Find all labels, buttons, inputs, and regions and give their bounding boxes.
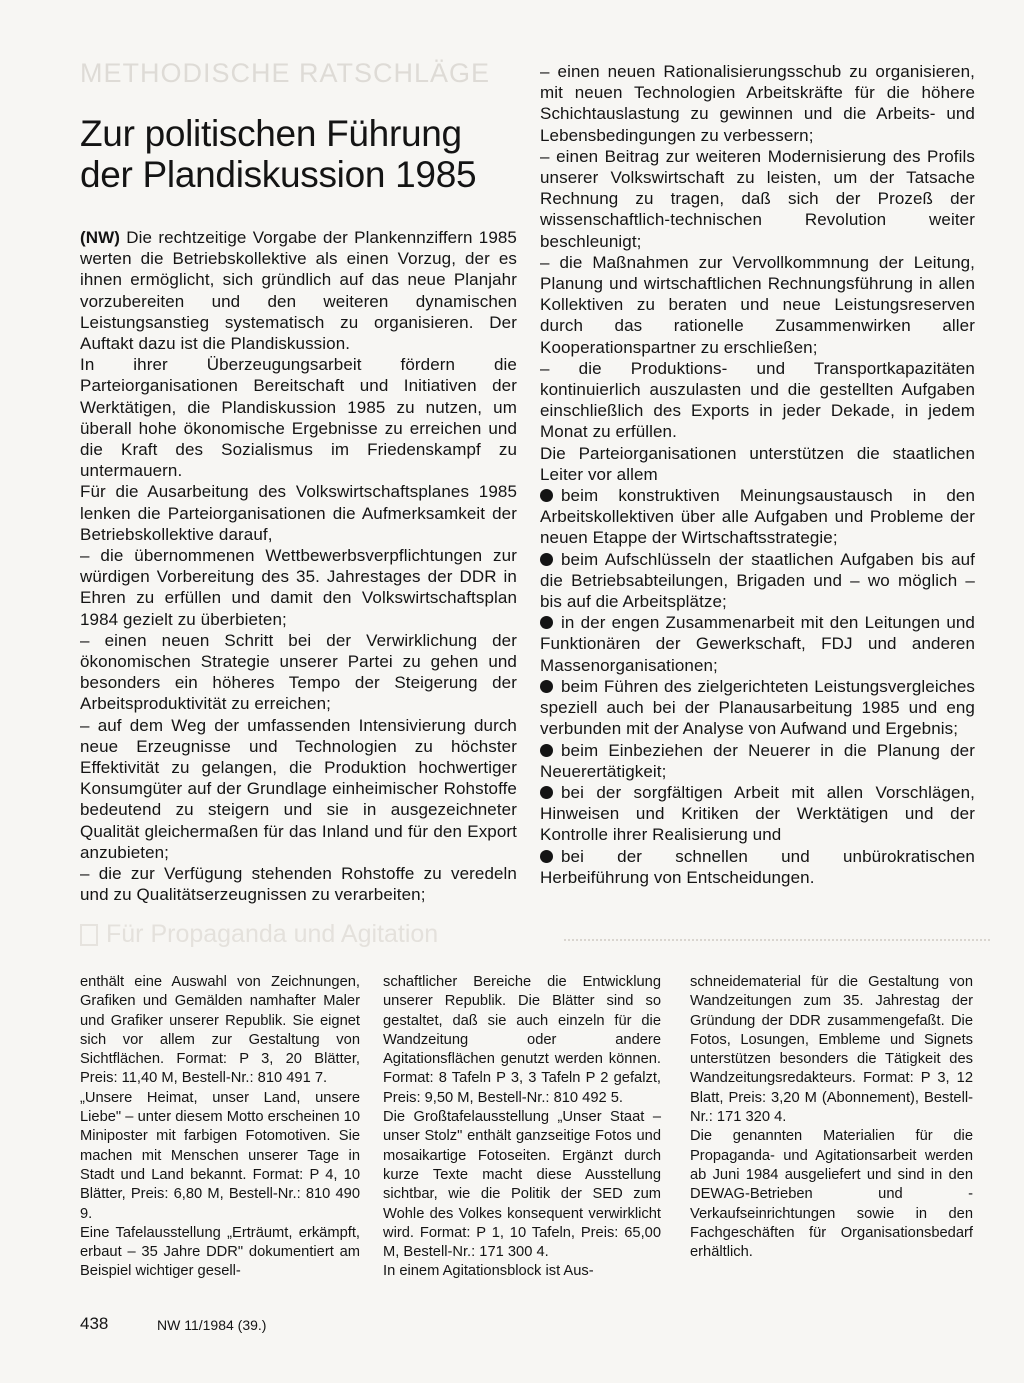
dash-item: – die Maßnahmen zur Vervollkommnung der Leitung, Planung und wirtschaftlichen Rechnungsführung in allen Kollektiven zu beraten und neue Leistungsreserven durch das rationelle Zusammenwirken aller Kooperationspartner zu erschließen; [540,252,975,358]
section-banner [80,920,990,950]
materials-paragraph: Die Großtafelausstellung „Unser Staat – unser Stolz" enthält ganzseitige Fotos und mosaikartige Fotoseiten. Ergänzt durch kurze Texte macht diese Ausstellung sichtbar, wie die Politik der SED zum Wohle des Volkes konsequent verwirklicht wird. Format: P 1, 10 Tafeln, Preis: 65,00 M, Bestell-Nr.: 171 300 4. [383,1109,661,1261]
bullet-dot-icon [540,850,553,863]
materials-paragraph: schaftlicher Bereiche die Entwicklung unserer Republik. Die Blätter sind so gestaltet, daß sie auch einzeln für die Wandzeitung oder andere Agitationsflächen genutzt werden können. Format: 8 Tafeln P 3, 3 Tafeln P 2 gefalzt, Preis: 9,50 M, Bestell-Nr.: 810 492 5. [383,974,661,1106]
bullet-dot-icon [540,616,553,629]
intro-text: Die rechtzeitige Vorgabe der Plankennziffern 1985 werten die Betriebskollektive als einen Vorzug, der es ihnen ermöglicht, sich gründlich auf das neue Planjahr vorzubereiten und den weiteren dynamischen Leistungsanstieg systematisch zu organisieren. Der Auftakt dazu ist die Plandiskussion. [80,228,517,354]
bullet-item [540,782,975,846]
bullet-item [540,549,975,613]
dash-item: – die übernommenen Wettbewerbsverpflichtungen zur würdigen Vorbereitung des 35. Jahrestages der DDR in Ehren zu erfüllen und damit den Volkswirtschaftsplan 1984 gezielt zu überbieten; [80,545,517,630]
source-tag: (NW) [80,228,121,247]
document-icon [80,924,98,946]
dash-item: – auf dem Weg der umfassenden Intensivierung durch neue Erzeugnisse und Technologien zu höchster Effektivität zu gelangen, die Produktion hochwertiger Konsumgüter auf der Grundlage einheimischer Rohstoffe bedeutend zu steigern und sie in ausgezeichneter Qualität gleichermaßen für das Inland und für den Export anzubieten; [80,715,517,863]
bullet-item [540,846,975,888]
bullet-dot-icon [540,553,553,566]
materials-column-1 [80,973,360,1282]
banner-title: Für Propaganda und Agitation [106,920,439,948]
section-kicker: METHODISCHE RATSCHLÄGE [80,58,491,88]
materials-paragraph: In einem Agitationsblock ist Aus- [383,1263,594,1280]
bullet-item [540,740,975,782]
bullet-text: bei der sorgfältigen Arbeit mit allen Vorschlägen, Hinweisen und Kritiken der Werktätigen und der Kontrolle ihrer Realisierung und [540,782,975,845]
materials-paragraph: Eine Tafelausstellung „Erträumt, erkämpft, erbaut – 35 Jahre DDR" dokumentiert am Beispiel wichtiger gesell- [80,1224,360,1280]
article-headline [80,113,520,195]
bullet-dot-icon [540,786,553,799]
materials-column-2 [383,973,661,1282]
headline-line-1: Zur politischen Führung [80,113,462,154]
body-paragraph: In ihrer Überzeugungsarbeit fördern die Parteiorganisationen Bereitschaft und Initiativen der Werktätigen, die Plandiskussion 1985 zu nutzen, um überall hohe ökonomische Ergebnisse zu erreichen und die Kraft des Sozialismus im Friedenskampf zu untermauern. [80,355,517,481]
article-column-right [540,61,975,888]
dash-item: – einen neuen Schritt bei der Verwirklichung der ökonomischen Strategie unserer Partei zu gehen und besonders ein höheres Tempo der Steigerung der Arbeitsproduktivität zu erreichen; [80,630,517,715]
materials-paragraph: enthält eine Auswahl von Zeichnungen, Grafiken und Gemälden namhafter Maler und Grafiker unserer Republik. Sie eignet sich vor allem zur Gestaltung von Sichtflächen. Format: P 3, 20 Blätter, Preis: 11,40 M, Bestell-Nr.: 810 491 7. [80,974,360,1087]
banner-divider [564,939,990,941]
bullet-dot-icon [540,489,553,502]
bullet-text: in der engen Zusammenarbeit mit den Leitungen und Funktionären der Gewerkschaft, FDJ und anderen Massenorganisationen; [540,613,975,675]
body-paragraph: Die Parteiorganisationen unterstützen die staatlichen Leiter vor allem [540,443,975,484]
bullet-text: beim konstruktiven Meinungsaustausch in den Arbeitskollektiven über alle Aufgaben und Probleme der neuen Etappe der Wirtschaftsstrategie; [540,486,975,548]
bullet-dot-icon [540,680,553,693]
materials-paragraph: Die genannten Materialien für die Propaganda- und Agitationsarbeit werden ab Juni 1984 ausgeliefert und sind in den DEWAG-Betrieben und -Verkaufseinrichtungen sowie in den Fachgeschäften für Organisationsbedarf erhältlich. [690,1128,973,1261]
materials-column-3 [690,973,973,1262]
dash-item: – die Produktions- und Transportkapazitäten kontinuierlich auszulasten und die gestellten Aufgaben einschließlich des Exports in jeder Dekade, in jedem Monat zu erfüllen. [540,358,975,443]
materials-paragraph: schneidematerial für die Gestaltung von Wandzeitungen zum 35. Jahrestag der Gründung der DDR zusammengefaßt. Die Fotos, Losungen, Embleme und Signets unterstützen besonders die Tätigkeit des Wandzeitungsredakteurs. Format: P 3, 12 Blatt, Preis: 3,20 M (Abonnement), Bestell-Nr.: 171 320 4. [690,974,973,1126]
issue-reference: NW 11/1984 (39.) [157,1317,267,1333]
bullet-text: beim Einbeziehen der Neuerer in die Planung der Neuerertätigkeit; [540,740,975,781]
bullet-dot-icon [540,744,553,757]
bullet-item [540,612,975,676]
bullet-text: bei der schnellen und unbürokratischen Herbeiführung von Entscheidungen. [540,846,975,887]
bullet-item [540,485,975,549]
intro-paragraph [80,227,517,354]
dash-item: – einen neuen Rationalisierungsschub zu organisieren, mit neuen Technologien Arbeitskräfte für die höhere Schichtauslastung zu gewinnen und die Arbeits- und Lebensbedingungen zu verbessern; [540,61,975,146]
materials-paragraph: „Unsere Heimat, unser Land, unsere Liebe" – unter diesem Motto erscheinen 10 Miniposter mit farbigen Fotomotiven. Sie machen mit Menschen unserer Tage in Stadt und Land bekannt. Format: P 4, 10 Blätter, Preis: 6,80 M, Bestell-Nr.: 810 490 9. [80,1089,360,1222]
bullet-text: beim Führen des zielgerichteten Leistungsvergleiches speziell auch bei der Planausarbeitung 1985 und eng verbunden mit der Analyse von Aufwand und Ergebnis; [540,676,975,739]
body-paragraph: Für die Ausarbeitung des Volkswirtschaftsplanes 1985 lenken die Parteiorganisationen die Aufmerksamkeit der Betriebskollektive darauf, [80,482,517,544]
headline-line-2: der Plandiskussion 1985 [80,154,477,195]
article-column-left [80,227,517,906]
page-number: 438 [80,1314,109,1333]
bullet-item [540,676,975,740]
dash-item: – einen Beitrag zur weiteren Modernisierung des Profils unserer Volkswirtschaft zu leisten, um der Tatsache Rechnung zu tragen, daß sich der Prozeß der wissenschaftlich-technischen Revolution weiter beschleunigt; [540,146,975,252]
bullet-text: beim Aufschlüsseln der staatlichen Aufgaben bis auf die Betriebsabteilungen, Brigaden und – wo möglich – bis auf die Arbeitsplätze; [540,549,975,612]
dash-item: – die zur Verfügung stehenden Rohstoffe zu veredeln und zu Qualitätserzeugnissen zu verarbeiten; [80,863,517,905]
